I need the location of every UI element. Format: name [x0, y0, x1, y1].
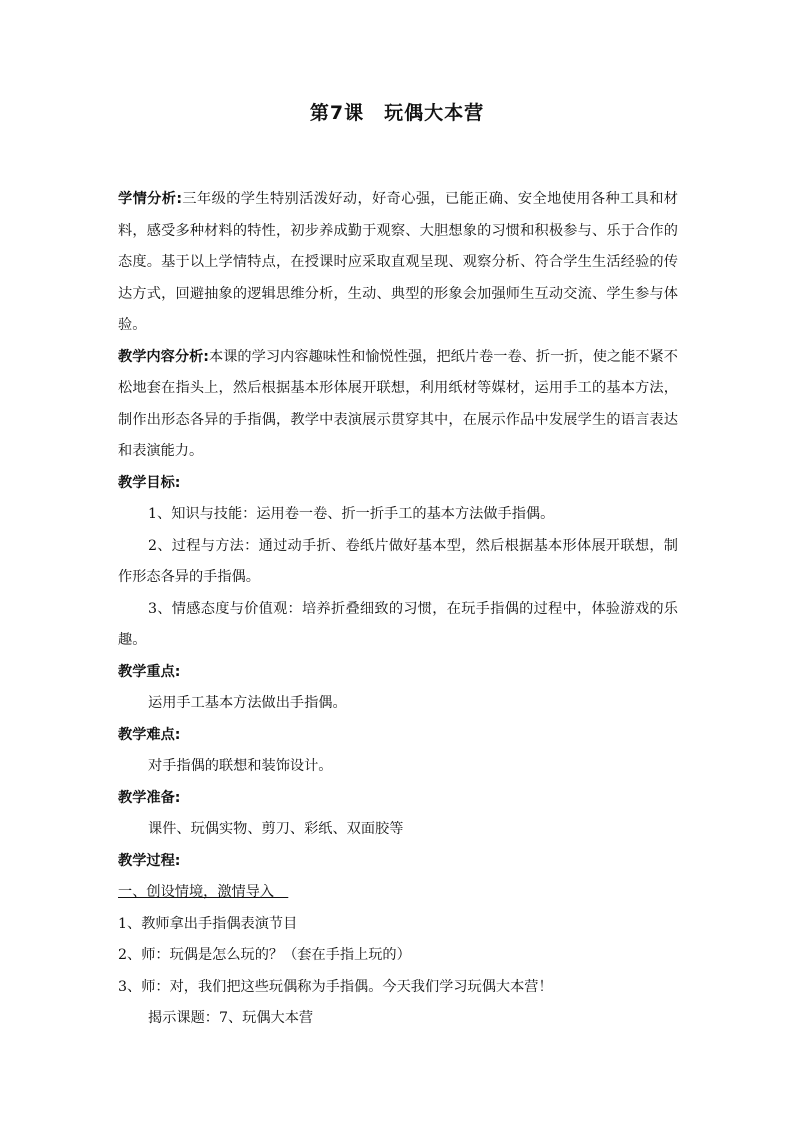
- objective-item-3: 3、情感态度与价值观：培养折叠细致的习惯，在玩手指偶的过程中，体验游戏的乐趣。: [118, 600, 678, 648]
- process-step-2: 2、师：玩偶是怎么玩的？（套在手指上玩的）: [118, 947, 411, 963]
- key-points-text: 运用手工基本方法做出手指偶。: [148, 695, 347, 711]
- reveal-topic-text: 揭示课题：7、玩偶大本营: [148, 1010, 314, 1026]
- objective-item-1: 1、知识与技能：运用卷一卷、折一折手工的基本方法做手指偶。: [148, 506, 555, 522]
- process-section-title: [118, 877, 678, 909]
- key-points-heading: 教学重点:: [118, 663, 181, 680]
- preparation-heading: 教学准备:: [118, 789, 181, 806]
- process-step-3: 3、师：对，我们把这些玩偶称为手指偶。今天我们学习玩偶大本营！: [118, 978, 553, 995]
- objectives-heading: 教学目标:: [118, 474, 181, 491]
- difficulties-text: 对手指偶的联想和装饰设计。: [148, 758, 333, 774]
- process-section-title-text: 一、创设情境，激情导入: [118, 884, 289, 900]
- document-body: [118, 184, 678, 1035]
- content-analysis-paragraph: [118, 342, 678, 468]
- difficulties-heading: 教学难点:: [118, 726, 181, 743]
- objective-item-2: 2、过程与方法：通过动手折、卷纸片做好基本型，然后根据基本形体展开联想，制作形态各异的手指偶。: [118, 537, 678, 585]
- process-heading: 教学过程:: [118, 852, 181, 869]
- content-analysis-text: 本课的学习内容趣味性和愉悦性强，把纸片卷一卷、折一折，使之能不紧不松地套在指头上，然后根据基本形体展开联想，利用纸材等媒材，运用手工的基本方法，制作出形态各异的手指偶，教学中表演展示贯穿其中，在展示作品中发展学生的语言表达和表演能力。: [118, 348, 678, 459]
- process-step-1: 1、教师拿出手指偶表演节目: [118, 915, 298, 932]
- learner-analysis-paragraph: [118, 184, 678, 342]
- learner-analysis-text: 三年级的学生特别活泼好动，好奇心强，已能正确、安全地使用各种工具和材料，感受多种材料的特性，初步养成勤于观察、大胆想象的习惯和积极参与、乐于合作的态度。基于以上学情特点，在授课时应采取直观呈现、观察分析、符合学生生活经验的传达方式，回避抽象的逻辑思维分析，生动、典型的形象会加强师生互动交流、学生参与体验。: [118, 191, 678, 333]
- content-analysis-label: 教学内容分析:: [118, 348, 209, 365]
- lesson-title: 第7课 玩偶大本营: [309, 102, 485, 124]
- preparation-text: 课件、玩偶实物、剪刀、彩纸、双面胶等: [148, 821, 404, 837]
- learner-analysis-label: 学情分析:: [118, 191, 183, 207]
